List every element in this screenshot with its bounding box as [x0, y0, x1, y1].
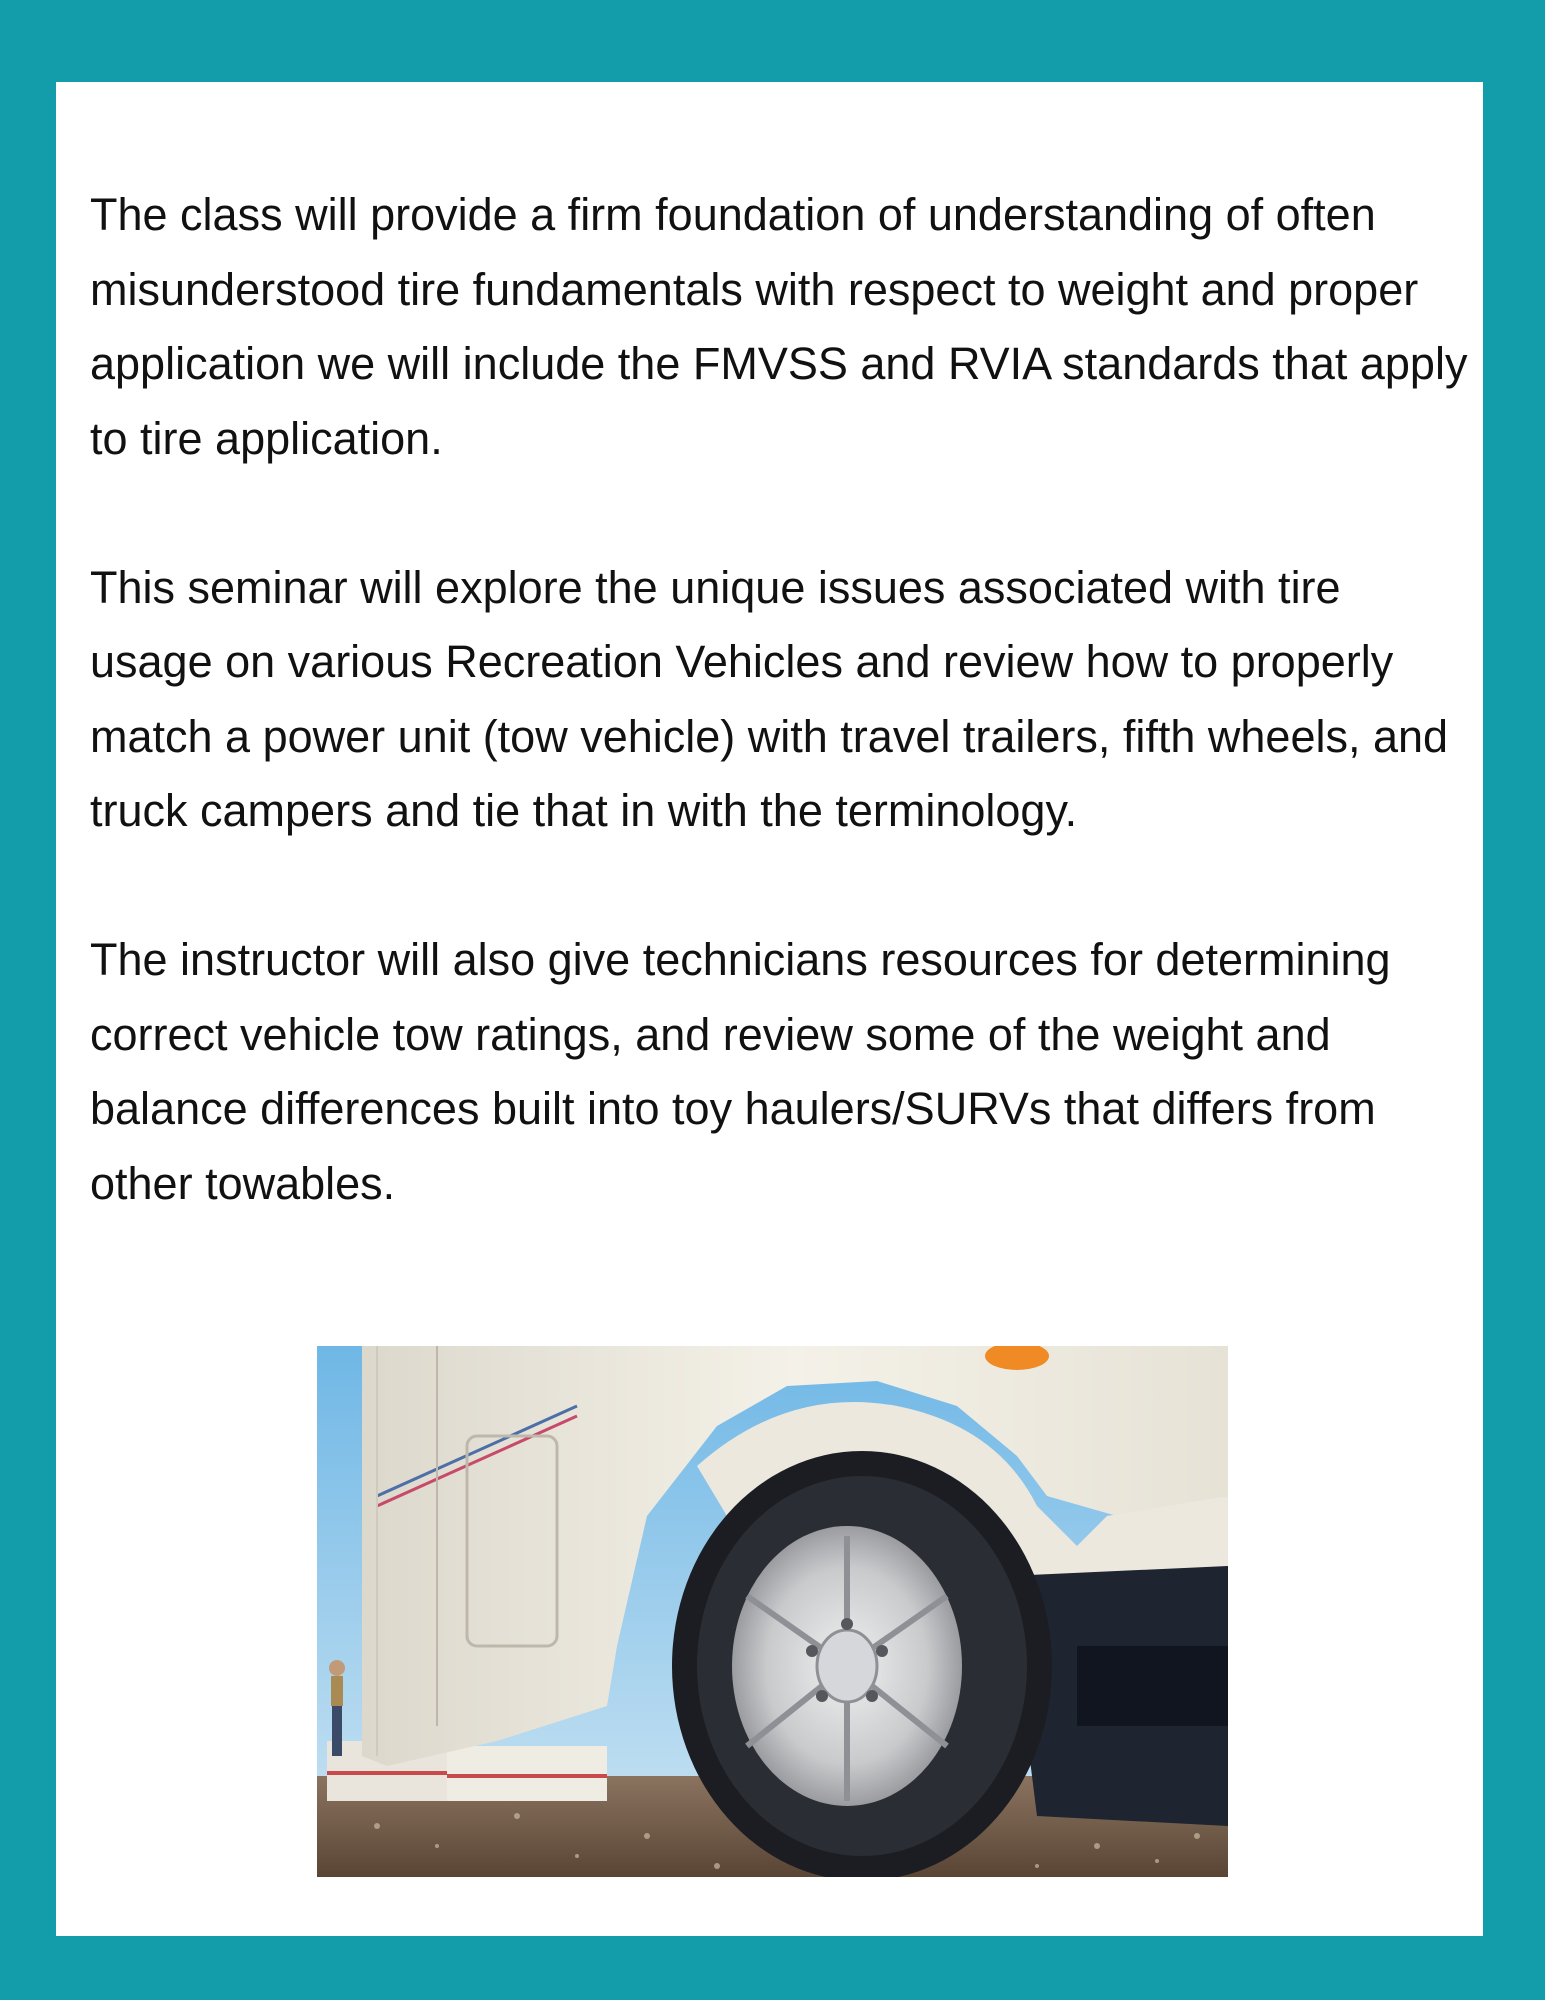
paragraph-class-overview: The class will provide a firm foundation of understanding of often misunderstood tire fundamentals with respect to weight and proper application we will include the FMVSS and RVIA standards that apply to tire application.	[90, 189, 1468, 464]
paragraph-instructor-resources: The instructor will also give technicians resources for determining correct vehicle tow ratings, and review some of the weight and balance differences built into toy haulers/SURVs that differs from other towables.	[90, 934, 1391, 1209]
paragraph-seminar-topics: This seminar will explore the unique issues associated with tire usage on various Recreation Vehicles and review how to properly match a power unit (tow vehicle) with travel trailers, fifth wheels, and truck campers and tie that in with the terminology.	[90, 561, 1449, 836]
rv-tire-photo	[317, 1346, 1228, 1877]
content-card	[56, 82, 1483, 1936]
description-text	[90, 178, 1470, 1296]
